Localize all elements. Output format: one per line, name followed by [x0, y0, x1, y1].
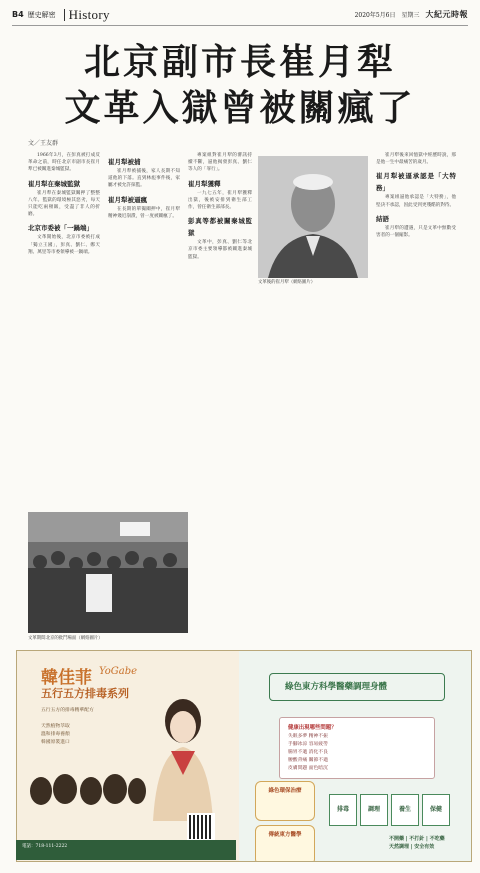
- ad-right-footer: [389, 835, 445, 851]
- subheading: 崔月犁被逼承認是「大特務」: [376, 172, 456, 193]
- ad-subtitle: 五行五方排毒系列: [41, 687, 129, 700]
- subheading: 彭真等都被關秦城監獄: [188, 217, 252, 238]
- headline-line-1: 北京副市長崔月犁: [83, 42, 396, 83]
- text-column-2: [108, 152, 180, 504]
- ad-brand-cn: 韓佳菲: [41, 668, 92, 688]
- ad-line-2: 溫和排毒養顏: [41, 732, 70, 737]
- paper-logo: 大紀元時報: [425, 9, 468, 19]
- list-item: 腸胃不適 消化不良: [288, 750, 328, 755]
- paragraph: 崔月犁在秦城監獄關押了整整八年。監獄的環境極其惡劣，每天只能吃兩頓飯，受盡了非人的折磨。: [28, 190, 100, 218]
- header-weekday: 星期三: [401, 12, 420, 19]
- text-column-3: [188, 152, 252, 634]
- text-column-1: [28, 152, 100, 504]
- header-divider: [64, 9, 65, 21]
- paragraph: 專案組逼他承認是「大特務」，他堅決不承認，因此受到更殘酷的對待。: [376, 195, 456, 208]
- paragraph: 1966年3月，在彭真被打成反革命之前，時任北京市副市長崔月犁已被關進秦城監獄。: [28, 153, 100, 173]
- subheading: 崔月犁在秦城監獄: [28, 179, 80, 188]
- service-box: 排毒: [329, 794, 357, 826]
- crowd-photo: [28, 512, 188, 633]
- crowd-image: [28, 512, 188, 633]
- ad-chip-1: 綠色環保治療: [255, 781, 315, 821]
- list-item: 手腳冰涼 容易疲勞: [288, 742, 328, 747]
- list-item: 皮膚問題 面色暗沉: [288, 766, 328, 771]
- ad-right-title: 綠色東方科學醫藥調理身體: [285, 682, 388, 692]
- subheading: 崔月犁獲釋: [188, 179, 221, 188]
- ad-line-1: 天然植物萃取: [41, 724, 70, 729]
- paragraph: 在長期的單獨關押中，崔月犁精神幾近崩潰，曾一度被關瘋了。: [108, 206, 180, 219]
- footer-line-2: 天然調理 | 安全有效: [389, 844, 435, 850]
- header-date: 2020年5月6日: [354, 12, 396, 19]
- service-box: 保健: [422, 794, 450, 826]
- subheading: 北京市委被「一鍋端」: [28, 224, 93, 233]
- subheading: 崔月犁被逼瘋: [108, 195, 147, 204]
- list-item: 失眠多夢 精神不振: [288, 734, 328, 739]
- header-meta: [355, 9, 468, 20]
- paragraph: 崔月犁的遭遇，只是文革中無數受害者的一個縮影。: [376, 225, 456, 239]
- portrait-caption: 文革後的崔月犁（網絡圖片）: [258, 280, 316, 285]
- paragraph: 崔月犁被捕後，家人長期不知道他的下落。直到林彪事件後，家屬才被允許探監。: [108, 169, 180, 189]
- headline: [0, 40, 480, 132]
- paragraph: 一九七五年，崔月犁獲釋出獄，後被安排到衛生部工作，曾任衛生部部長。: [188, 190, 252, 211]
- ad-brand-en: YoGabe: [99, 666, 138, 677]
- advertisement: [16, 650, 472, 862]
- ad-service-boxes: [329, 794, 450, 826]
- ad-symptom-list: [279, 717, 435, 779]
- subheading: 崔月犁被捕: [108, 158, 141, 166]
- paragraph: 文革開始後，北京市委被打成「獨立王國」，彭真、劉仁、鄭天翔、萬里等市委領導被一鍋端。: [28, 235, 100, 255]
- paragraph: 專案組對崔月犁的審訊持續不斷，逼他揭發彭真、劉仁等人的「罪行」。: [188, 153, 252, 173]
- section-name: 歷史解密: [27, 10, 56, 19]
- section-title-en: History: [68, 6, 110, 22]
- ad-right-panel: [239, 651, 472, 862]
- page-header: [12, 4, 468, 26]
- qr-code: [187, 813, 215, 841]
- service-box: 調理: [360, 794, 388, 826]
- text-column-4: [376, 152, 456, 634]
- ad-jars-image: [27, 761, 147, 807]
- crowd-caption: 文革期間北京的批鬥場面（網絡圖片）: [28, 636, 103, 641]
- footer-line-1: 不開藥 | 不打針 | 不吃藥: [389, 836, 445, 842]
- paragraph: 文革中，彭真、劉仁等北京市委主要領導都被關進秦城監獄。: [188, 240, 252, 260]
- list-header: 健康出現哪些問題？: [288, 725, 337, 731]
- portrait-photo: [258, 156, 368, 278]
- ad-chip-2: 傳統東方醫學: [255, 825, 315, 862]
- service-box: 養生: [391, 794, 419, 826]
- ad-model-image: [137, 691, 229, 821]
- ad-description: 五行五方的排毒精華配方: [41, 708, 94, 713]
- portrait-image: [258, 156, 368, 278]
- page-number: B4: [12, 10, 24, 19]
- author-byline: 文／王友群: [28, 140, 59, 147]
- subheading: 結語: [376, 214, 389, 223]
- ad-phone: 電話：718-111-2222: [22, 844, 68, 849]
- ad-line-3: 韓國原裝進口: [41, 740, 70, 745]
- paragraph: 崔月犁後來回憶獄中經歷時說，那是他一生中最痛苦的歲月。: [376, 153, 456, 166]
- ad-contact-strip: [16, 840, 236, 860]
- headline-line-2: 文革入獄曾被關瘋了: [64, 88, 416, 129]
- list-item: 腰酸背痛 關節不適: [288, 758, 328, 763]
- ad-left-panel: [17, 651, 237, 862]
